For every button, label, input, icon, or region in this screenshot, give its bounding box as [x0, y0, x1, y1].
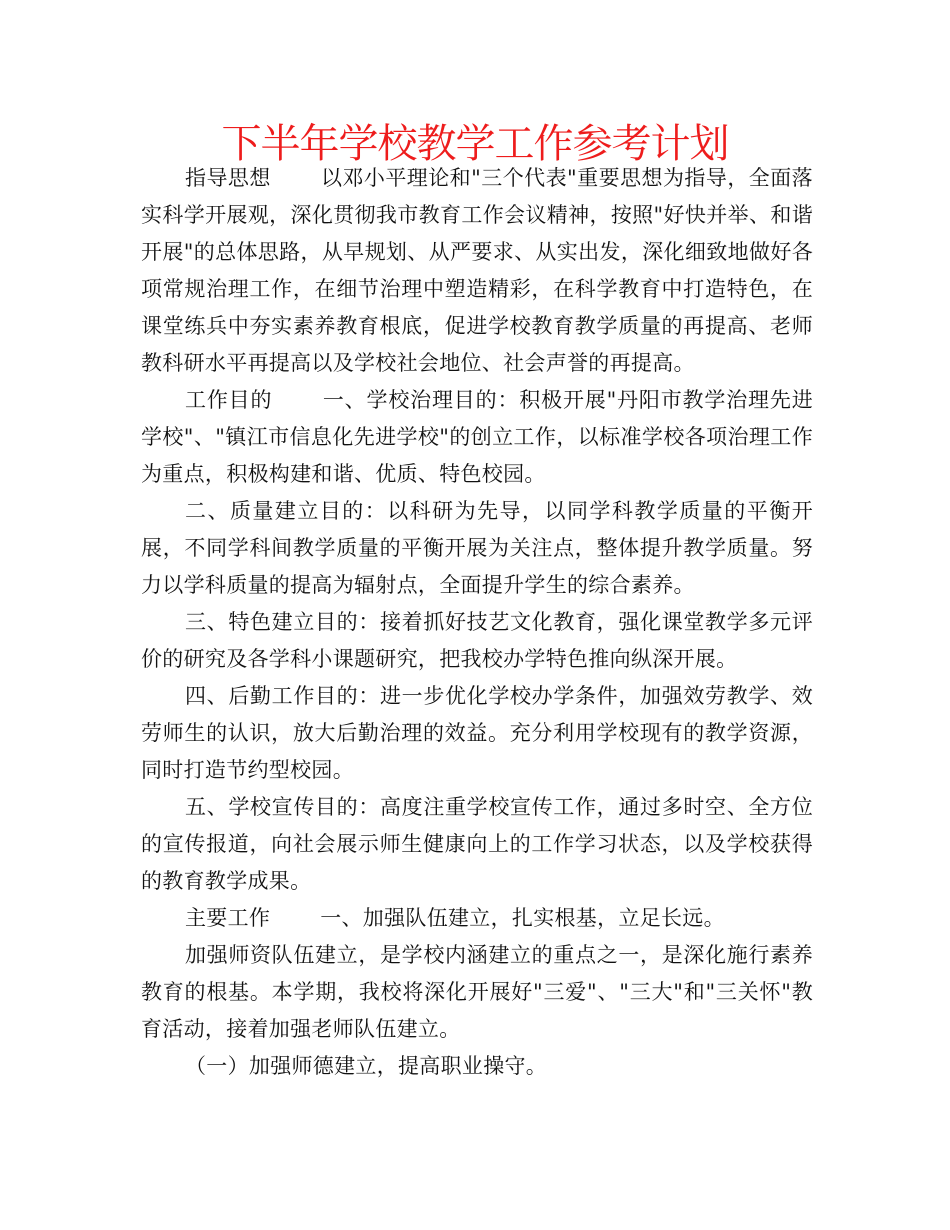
paragraph-work-goals	[141, 382, 813, 493]
paragraph-text: 五、学校宣传目的：高度注重学校宣传工作，通过多时空、全方位的宣传报道，向社会展示师生健康向上的工作学习状态，以及学校获得的教育教学成果。	[141, 795, 813, 893]
paragraph-publicity-goal	[141, 789, 813, 900]
paragraph-feature-goal	[141, 604, 813, 678]
paragraph-ethics	[141, 1048, 813, 1085]
paragraph-text: 一、学校治理目的：积极开展"丹阳市教学治理先进学校"、"镇江市信息化先进学校"的创立工作，以标准学校各项治理工作为重点，积极构建和谐、优质、特色校园。	[141, 388, 813, 486]
paragraph-text: 四、后勤工作目的：进一步优化学校办学条件，加强效劳教学、效劳师生的认识，放大后勤治理的效益。充分利用学校现有的教学资源，同时打造节约型校园。	[141, 684, 813, 782]
paragraph-text: 加强师资队伍建立，是学校内涵建立的重点之一，是深化施行素养教育的根基。本学期，我校将深化开展好"三爱"、"三大"和"三关怀"教育活动，接着加强老师队伍建立。	[141, 943, 813, 1041]
paragraph-text: 以邓小平理论和"三个代表"重要思想为指导，全面落实科学开展观，深化贯彻我市教育工作会议精神，按照"好快并举、和谐开展"的总体思路，从早规划、从严要求、从实出发，深化细致地做好各项常规治理工作，在细节治理中塑造精彩，在科学教育中打造特色，在课堂练兵中夯实素养教育根底，促进学校教育教学质量的再提高、老师教科研水平再提高以及学校社会地位、社会声誉的再提高。	[141, 166, 813, 375]
paragraph-quality-goal	[141, 493, 813, 604]
paragraph-text: （一）加强师德建立，提高职业操守。	[185, 1054, 548, 1078]
paragraph-heading: 主要工作	[185, 906, 271, 930]
paragraph-text: 二、质量建立目的：以科研为先导，以同学科教学质量的平衡开展，不同学科间教学质量的平衡开展为关注点，整体提升教学质量。努力以学科质量的提高为辐射点，全面提升学生的综合素养。	[141, 499, 813, 597]
document-body	[141, 160, 813, 1085]
paragraph-logistics-goal	[141, 678, 813, 789]
paragraph-teacher-team	[141, 937, 813, 1048]
paragraph-heading: 指导思想	[185, 166, 271, 190]
paragraph-text: 一、加强队伍建立，扎实根基，立足长远。	[320, 906, 725, 930]
document-title: 下半年学校教学工作参考计划	[221, 121, 729, 167]
paragraph-main-work	[141, 900, 813, 937]
paragraph-guiding-ideology	[141, 160, 813, 382]
paragraph-text: 三、特色建立目的：接着抓好技艺文化教育，强化课堂教学多元评价的研究及各学科小课题研究，把我校办学特色推向纵深开展。	[141, 610, 813, 671]
paragraph-heading: 工作目的	[185, 388, 273, 412]
